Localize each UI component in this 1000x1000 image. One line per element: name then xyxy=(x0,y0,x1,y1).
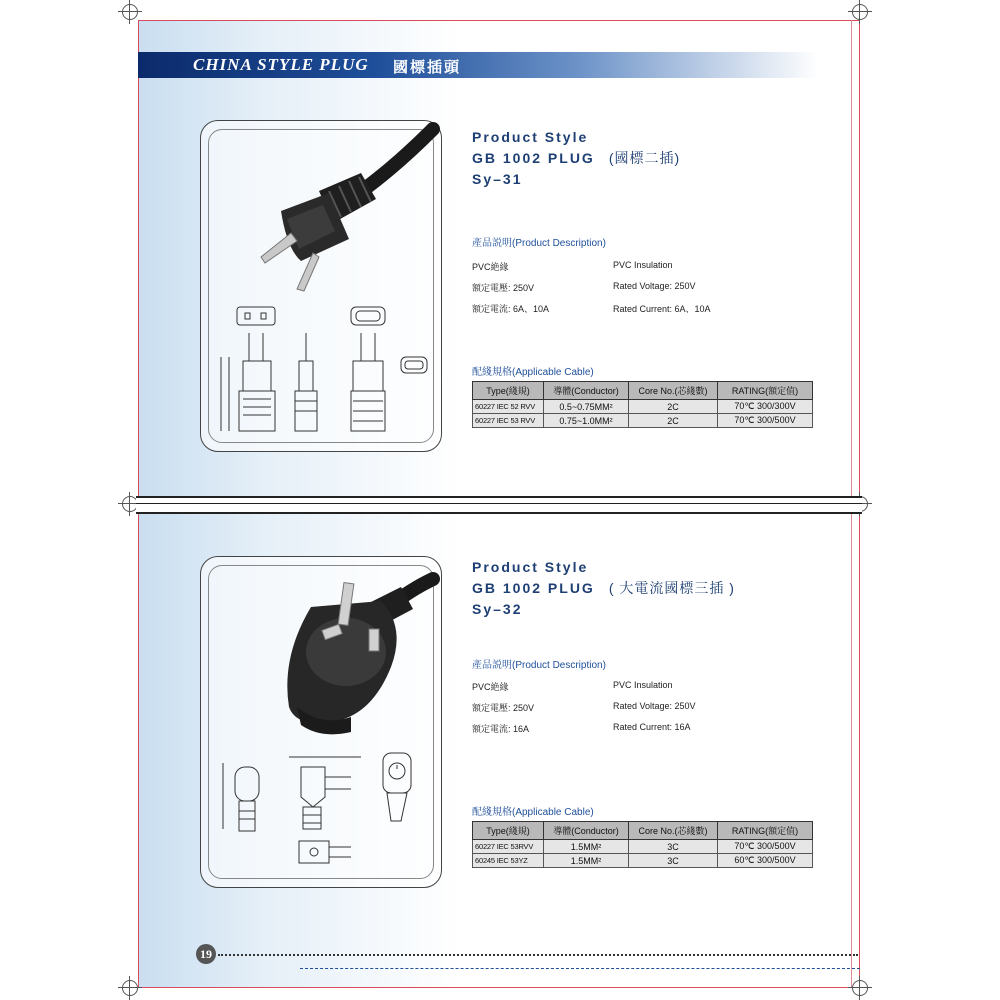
spec-en: Rated Current: 16A xyxy=(613,722,691,732)
table-cell: 3C xyxy=(629,854,718,868)
crop-mark-icon xyxy=(852,4,868,20)
table-cell: 60227 IEC 53RVV xyxy=(473,840,544,854)
table-cell: 0.5~0.75MM² xyxy=(544,400,629,414)
footer-dashed-rule xyxy=(300,968,860,969)
product-model: GB 1002 PLUG xyxy=(472,580,595,596)
spec-en: PVC Insulation xyxy=(613,260,673,270)
column-header: Type(綫規) xyxy=(473,382,544,400)
column-header: RATING(額定值) xyxy=(718,382,813,400)
spec-en: Rated Current: 6A、10A xyxy=(613,304,711,314)
table-cell: 2C xyxy=(629,414,718,428)
table-cell: 70℃ 300/300V xyxy=(718,400,813,414)
applicable-cable-heading: 配綫規格(Applicable Cable) xyxy=(472,807,594,818)
two-pin-plug-illustration xyxy=(201,121,441,451)
spec-en: Rated Voltage: 250V xyxy=(613,701,696,711)
table-cell: 1.5MM² xyxy=(544,840,629,854)
cable-spec-table xyxy=(472,821,813,868)
spec-zh: 額定電壓: 250V xyxy=(472,283,535,293)
product-model-line xyxy=(472,578,735,599)
product-model-zh: ( 大電流國標三插 ) xyxy=(608,580,735,596)
table-header-row xyxy=(473,822,813,840)
trim-line-bottom xyxy=(138,987,860,988)
column-header: RATING(額定值) xyxy=(718,822,813,840)
cable-spec-table xyxy=(472,381,813,428)
trim-line-top xyxy=(138,20,860,21)
table-cell: 70℃ 300/500V xyxy=(718,414,813,428)
column-header: Type(綫規) xyxy=(473,822,544,840)
product-title-block xyxy=(472,557,735,620)
table-cell: 0.75~1.0MM² xyxy=(544,414,629,428)
table-cell: 60227 IEC 53 RVV xyxy=(473,414,544,428)
table-cell: 3C xyxy=(629,840,718,854)
table-row xyxy=(473,840,813,854)
applicable-cable-heading: 配綫規格(Applicable Cable) xyxy=(472,367,594,378)
product-style-label: Product Style xyxy=(472,129,589,145)
table-cell: 60℃ 300/500V xyxy=(718,854,813,868)
section-banner xyxy=(138,52,818,78)
table-row xyxy=(473,400,813,414)
product-model-line xyxy=(472,148,680,169)
product-title-block xyxy=(472,127,680,190)
section-divider xyxy=(136,496,862,514)
footer-dotted-rule xyxy=(218,954,858,956)
column-header: 導體(Conductor) xyxy=(544,382,629,400)
crop-mark-icon xyxy=(852,980,868,996)
column-header: 導體(Conductor) xyxy=(544,822,629,840)
three-pin-plug-illustration xyxy=(201,557,441,887)
product-code: Sy–31 xyxy=(472,171,523,187)
banner-title-zh: 國標插頭 xyxy=(393,59,462,76)
spec-zh: PVC絶緣 xyxy=(472,262,509,272)
page-number: 19 xyxy=(196,944,216,964)
table-cell: 70℃ 300/500V xyxy=(718,840,813,854)
table-cell: 1.5MM² xyxy=(544,854,629,868)
banner-title-en: CHINA STYLE PLUG xyxy=(193,55,369,74)
spec-zh: PVC絶緣 xyxy=(472,682,509,692)
product-image-frame xyxy=(200,120,442,452)
spec-zh: 額定電流: 6A、10A xyxy=(472,304,550,314)
table-cell: 2C xyxy=(629,400,718,414)
spec-en: PVC Insulation xyxy=(613,680,673,690)
table-cell: 60227 IEC 52 RVV xyxy=(473,400,544,414)
product-description-heading: 產品説明(Product Description) xyxy=(472,660,606,671)
product-style-label: Product Style xyxy=(472,559,589,575)
column-header: Core No.(芯綫數) xyxy=(629,382,718,400)
product-model: GB 1002 PLUG xyxy=(472,150,595,166)
column-header: Core No.(芯綫數) xyxy=(629,822,718,840)
product-description-heading: 產品説明(Product Description) xyxy=(472,238,606,249)
product-image-frame xyxy=(200,556,442,888)
table-row xyxy=(473,414,813,428)
product-model-zh: (國標二插) xyxy=(608,150,681,166)
spec-en: Rated Voltage: 250V xyxy=(613,281,696,291)
table-header-row xyxy=(473,382,813,400)
table-row xyxy=(473,854,813,868)
crop-mark-icon xyxy=(122,4,138,20)
spec-zh: 額定電流: 16A xyxy=(472,724,530,734)
crop-mark-icon xyxy=(122,980,138,996)
table-cell: 60245 IEC 53YZ xyxy=(473,854,544,868)
product-code: Sy–32 xyxy=(472,601,523,617)
spec-zh: 額定電壓: 250V xyxy=(472,703,535,713)
